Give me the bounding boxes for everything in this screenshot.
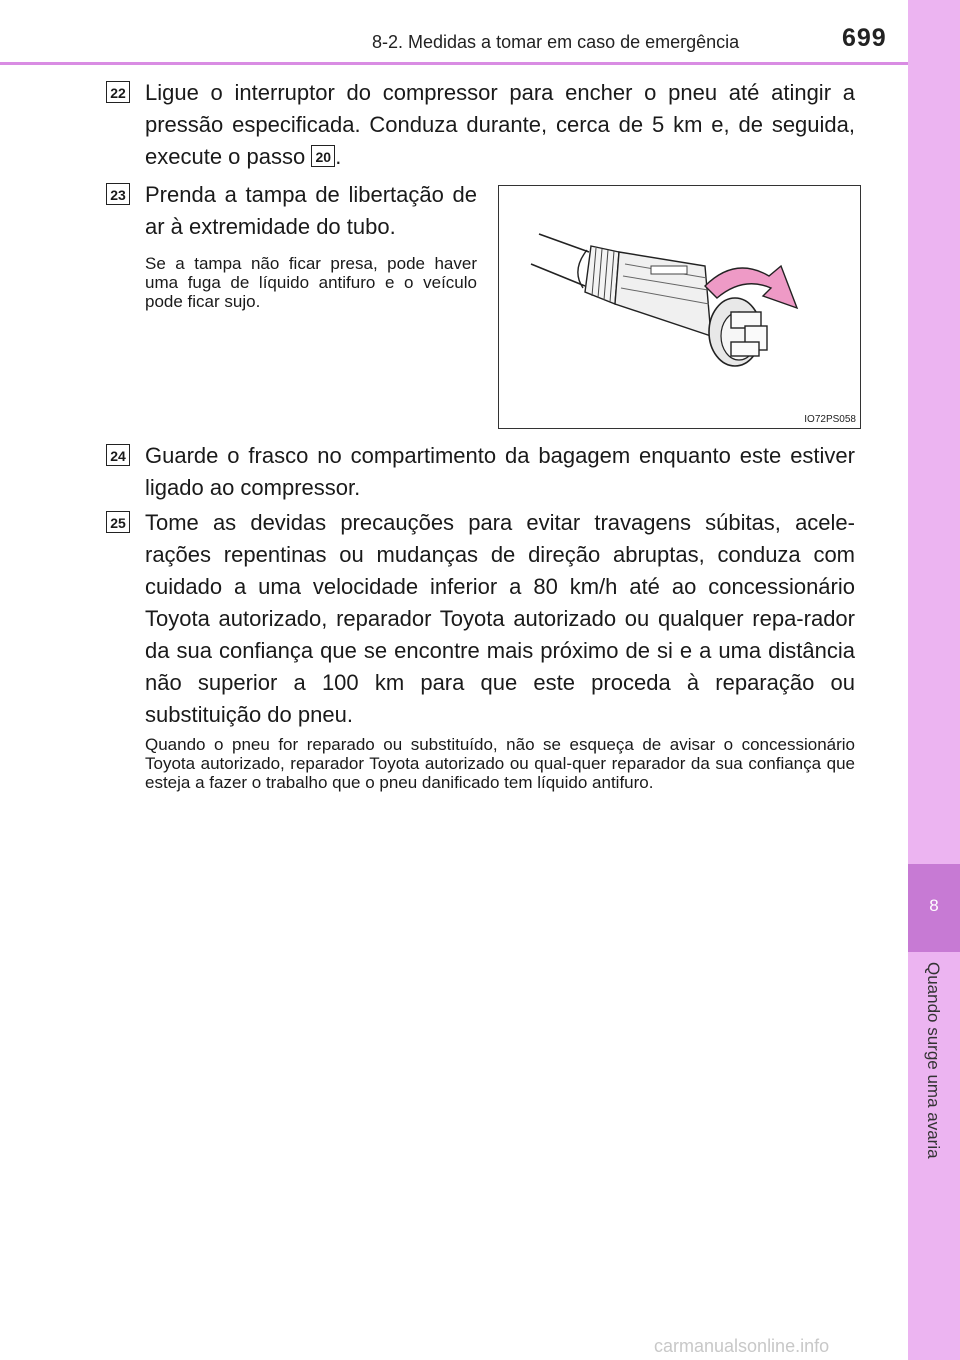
step-25-note: Quando o pneu for reparado ou substituído, não se esqueça de avisar o concessionário Toyota autorizado, reparador Toyota autorizado ou qual-quer reparador da sua confiança que esteja a fazer o trabalho que o pneu danificado tem líquido antifuro. bbox=[145, 735, 855, 792]
step-25-text: Tome as devidas precauções para evitar travagens súbitas, acele-rações repentinas ou mudanças de direção abruptas, conduza com cuidado a uma velocidade inferior a 80 km/h até ao concessionário Toyota autorizado, reparador Toyota autorizado ou qualquer repa-rador da sua confiança que se encontre mais próximo de si e a uma distância não superior a 100 km para que este proceda à reparação ou substituição do pneu. bbox=[145, 510, 855, 727]
step-badge-22: 22 bbox=[106, 81, 130, 103]
page-number: 699 bbox=[842, 24, 887, 52]
chapter-number: 8 bbox=[929, 896, 939, 915]
watermark: carmanualsonline.info bbox=[654, 1336, 830, 1356]
figure-code: IO72PS058 bbox=[804, 414, 856, 425]
step-24-text: Guarde o frasco no compartimento da bagagem enquanto este estiver ligado ao compressor. bbox=[145, 443, 855, 500]
chapter-title: Quando surge uma avaria bbox=[924, 962, 943, 1159]
step-reference-badge-20[interactable]: 20 bbox=[311, 145, 335, 167]
step-22-body: Ligue o interruptor do compressor para encher o pneu até atingir a pressão especificada. Conduza durante, cerca de 5 km e, de seguida, execute o passo bbox=[145, 80, 855, 169]
header-section-title: 8-2. Medidas a tomar em caso de emergência bbox=[372, 32, 740, 52]
figure-hose-cap bbox=[498, 185, 861, 429]
hose-cap-illustration bbox=[499, 186, 860, 428]
step-22-text bbox=[145, 77, 855, 173]
header-rule bbox=[0, 62, 908, 65]
step-badge-25: 25 bbox=[106, 511, 130, 533]
step-badge-23: 23 bbox=[106, 183, 130, 205]
step-badge-24: 24 bbox=[106, 444, 130, 466]
step-23-note: Se a tampa não ficar presa, pode haver uma fuga de líquido antifuro e o veículo pode ficar sujo. bbox=[145, 254, 477, 311]
step-22-suffix: . bbox=[335, 144, 342, 169]
step-23-text: Prenda a tampa de libertação de ar à extremidade do tubo. bbox=[145, 182, 477, 239]
